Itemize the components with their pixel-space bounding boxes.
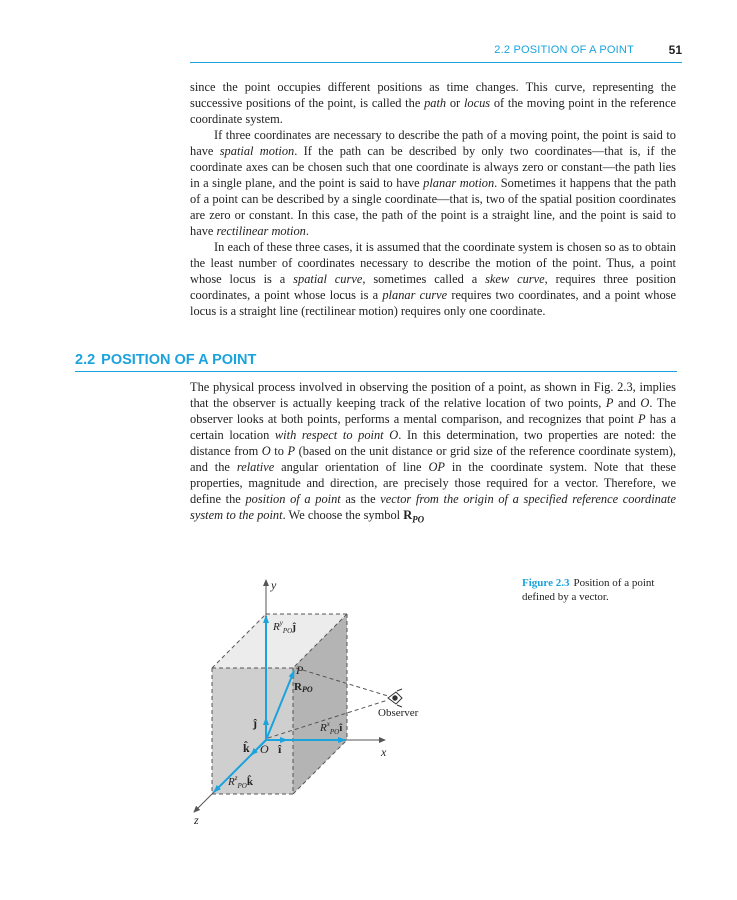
text-run: in the coordinate system. Note that these properties, magnitude and direction, are precisely those required for a vector. Therefore, we define the <box>190 460 676 506</box>
section-body <box>190 379 676 527</box>
text-run: In each of these three cases, it is assumed that the coordinate system is chosen so as to obtain the least number of coordinates necessary to describe the motion of the point. Thus, a point whose locus is a <box>190 240 676 286</box>
text-run: relative <box>236 460 275 474</box>
text-run: vector from the origin of a specified reference coordinate system to the point <box>190 492 677 522</box>
position-vector-label: RPO <box>294 681 313 694</box>
text-run: O <box>261 444 271 458</box>
text-run: O <box>640 396 650 410</box>
intro-paragraph-1 <box>190 79 676 127</box>
text-run: , requires three position coordinates, a point whose locus is a <box>190 272 676 302</box>
text-run: planar curve <box>382 288 448 302</box>
text-run: (based on the unit distance or grid size of the reference coordinate system), and the <box>190 444 676 474</box>
text-run: with respect to point O <box>274 428 399 442</box>
text-run: . If the path can be described by only two coordinates—that is, if the coordinate axes can be chosen such that one coordinate is always zero or constant—the path lies in a single plane, and the point is said to have <box>190 144 676 190</box>
z-axis-label: z <box>194 813 199 827</box>
text-run: since the point occupies different positions as time changes. This curve, representing the successive positions of the point, is called the <box>190 80 676 110</box>
text-run: P <box>605 396 614 410</box>
caption-text: Position of a point defined by a vector. <box>522 577 655 603</box>
text-run: , sometimes called a <box>362 272 486 286</box>
running-title: 2.2 POSITION OF A POINT <box>494 44 634 56</box>
page-number: 51 <box>668 43 682 57</box>
text-run: The physical process involved in observing the position of a point, as shown in Fig. 2.3, implies that the observer is actually keeping track of the relative location of two points, <box>190 380 676 410</box>
text-run: If three coordinates are necessary to describe the path of a moving point, the point is said to have <box>190 128 676 158</box>
text-run: PO <box>412 514 425 525</box>
observer-eye-icon <box>388 689 402 707</box>
text-run: R <box>403 508 413 522</box>
text-run: . <box>305 224 309 238</box>
figure-diagram <box>170 570 440 832</box>
text-run: planar motion <box>423 176 495 190</box>
section-number: 2.2 <box>75 352 96 368</box>
caption-number: Figure 2.3 <box>522 577 570 589</box>
text-run: locus <box>463 96 491 110</box>
text-run: . Sometimes it happens that the path of a point can be described by a single coordinate—that is, two of the spatial position coordinates are zero or constant. In this case, the path of the point is a straight line, and the point is said to have <box>190 176 677 238</box>
running-head <box>190 44 682 63</box>
text-run: of the moving point in the reference coordinate system. <box>190 96 676 126</box>
unit-k-label: k̂ <box>243 741 250 755</box>
section-heading <box>75 352 677 372</box>
text-run: . The observer looks at both points, performs a mental comparison, and recognizes that point <box>190 396 676 426</box>
figure-caption <box>522 576 682 604</box>
y-axis-label: y <box>271 578 277 592</box>
text-run: . In this determination, two properties are noted: the distance from <box>190 428 676 458</box>
section-title: POSITION OF A POINT <box>101 352 257 368</box>
text-run: P <box>638 412 646 426</box>
text-run: angular orientation of line <box>274 460 429 474</box>
component-x-label: $R^x_{PO}î$ <box>320 720 343 736</box>
text-run: position of a point <box>245 492 341 506</box>
intro-paragraph-2 <box>190 127 676 239</box>
text-run: spatial curve <box>293 272 363 286</box>
x-axis-label: x <box>381 745 387 759</box>
text-run: rectilinear motion <box>216 224 306 238</box>
text-run: path <box>424 96 447 110</box>
text-run: requires two coordinates, and a point whose locus is a straight line (rectilinear motion) requires only one coordinate. <box>190 288 676 318</box>
text-run: P <box>287 444 296 458</box>
figure-2-3 <box>170 570 440 832</box>
body-paragraph-1 <box>190 379 676 527</box>
text-run: or <box>446 96 464 110</box>
component-y-label: $R^y_{PO}ĵ$ <box>273 619 296 635</box>
intro-paragraph-3 <box>190 239 676 319</box>
text-run: skew curve <box>485 272 545 286</box>
point-p-label: P <box>296 663 304 677</box>
text-run: to <box>270 444 288 458</box>
text-run: spatial motion <box>219 144 295 158</box>
observer-label: Observer <box>378 707 419 719</box>
text-run: has a certain location <box>190 412 676 442</box>
text-run: OP <box>428 460 445 474</box>
text-run: as the <box>340 492 381 506</box>
unit-j-label: ĵ <box>253 716 257 730</box>
text-run: . We choose the symbol <box>282 508 404 522</box>
component-z-label: $R^z_{PO}k̂$ <box>228 774 253 790</box>
intro-text <box>190 79 676 319</box>
unit-i-label: î <box>278 742 282 756</box>
origin-label: O <box>260 742 269 756</box>
text-run: and <box>613 396 641 410</box>
